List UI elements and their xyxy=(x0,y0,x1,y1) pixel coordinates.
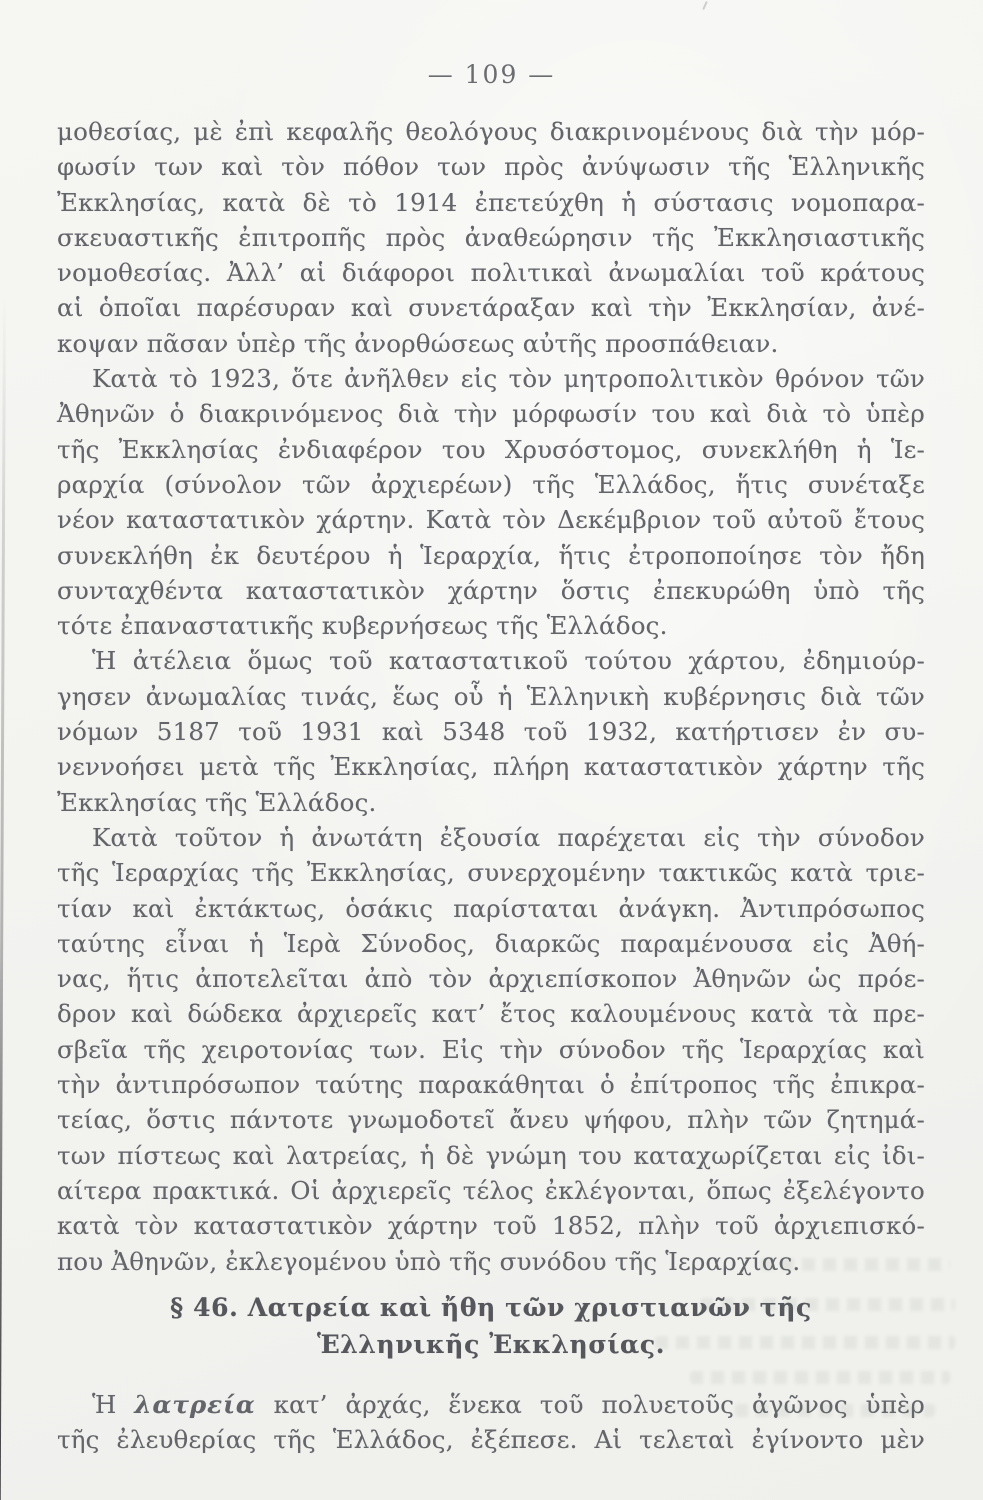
section-heading-line-1: § 46. Λατρεία καὶ ἤθη τῶν χριστιανῶν τῆς xyxy=(170,1292,812,1322)
text-block xyxy=(57,114,925,1457)
text-line: Κατὰ τοῦτον ἡ ἀνωτάτη ἐξουσία παρέχεται εἰς τὴν σύνοδον xyxy=(92,822,925,852)
text-line: σκευαστικῆς ἐπιτροπῆς πρὸς ἀναθεώρησιν τῆς Ἐκκλησιαστικῆς xyxy=(57,222,925,252)
text-line: ταύτης εἶναι ἡ Ἱερὰ Σύνοδος, διαρκῶς παραμένουσα εἰς Ἀθή- xyxy=(57,928,925,958)
text-line: τὴν ἀντιπρόσωπον ταύτης παρακάθηται ὁ ἐπίτροπος τῆς ἐπικρα- xyxy=(57,1070,925,1100)
section-heading-line-2: Ἑλληνικῆς Ἐκκλησίας. xyxy=(316,1329,666,1359)
bleed-through-smudge xyxy=(655,1336,955,1349)
text-line: νεννοήσει μετὰ τῆς Ἐκκλησίας, πλήρη καταστατικὸν χάρτην τῆς xyxy=(57,752,925,782)
text-line: ραρχία (σύνολον τῶν ἀρχιερέων) τῆς Ἑλλάδος, ἥτις συνέταξε xyxy=(57,469,925,499)
text-line: Ἐκκλησίας τῆς Ἑλλάδος. xyxy=(57,787,377,817)
text-line: κοψαν πᾶσαν ὑπὲρ τῆς ἀνορθώσεως αὐτῆς προσπάθειαν. xyxy=(57,328,779,358)
closing-line-pre: Ἡ xyxy=(92,1389,135,1419)
text-line: αίτερα πρακτικά. Οἱ ἀρχιερεῖς τέλος ἐκλέγονται, ὅπως ἐξελέγοντο xyxy=(57,1175,925,1205)
closing-paragraph xyxy=(57,1387,925,1458)
text-line: αἱ ὁποῖαι παρέσυραν καὶ συνετάραξαν καὶ τὴν Ἐκκλησίαν, ἀνέ- xyxy=(57,293,925,323)
text-line: σβεῖα τῆς χειροτονίας των. Εἰς τὴν σύνοδον τῆς Ἱεραρχίας καὶ xyxy=(57,1034,925,1064)
stray-scan-mark xyxy=(702,1,707,10)
bleed-through-smudge xyxy=(735,1404,935,1417)
text-line: φωσίν των καὶ τὸν πόθον των πρὸς ἀνύψωσιν τῆς Ἑλληνικῆς xyxy=(57,152,925,182)
bleed-through-smudge xyxy=(700,1298,955,1311)
text-line: τῆς Ἱεραρχίας τῆς Ἐκκλησίας, συνερχομένην τακτικῶς κατὰ τριε- xyxy=(57,858,925,888)
text-line: Ἡ ἀτέλεια ὅμως τοῦ καταστατικοῦ τούτου χάρτου, ἐδημιούρ- xyxy=(92,646,925,676)
bleed-through-smudge xyxy=(690,1371,950,1384)
text-line: τείας, ὅστις πάντοτε γνωμοδοτεῖ ἄνευ ψήφου, πλὴν τῶν ζητημά- xyxy=(57,1105,925,1135)
text-line: Κατὰ τὸ 1923, ὅτε ἀνῆλθεν εἰς τὸν μητροπολιτικὸν θρόνον τῶν xyxy=(92,364,925,394)
text-line: που Ἀθηνῶν, ἐκλεγομένου ὑπὸ τῆς συνόδου τῆς Ἱεραρχίας. xyxy=(57,1246,801,1276)
text-line: νόμων 5187 τοῦ 1931 καὶ 5348 τοῦ 1932, κατήρτισεν ἐν συ- xyxy=(57,717,925,747)
text-line: κατὰ τὸν καταστατικὸν χάρτην τοῦ 1852, πλὴν τοῦ ἀρχιεπισκό- xyxy=(57,1211,925,1241)
text-line: των πίστεως καὶ λατρείας, ἡ δὲ γνώμη του καταχωρίζεται εἰς ἰδι- xyxy=(57,1140,925,1170)
text-line: τῆς Ἐκκλησίας ἐνδιαφέρον του Χρυσόστομος, συνεκλήθη ἡ Ἱε- xyxy=(57,434,925,464)
text-line: μοθεσίας, μὲ ἐπὶ κεφαλῆς θεολόγους διακρινομένους διὰ τὴν μόρ- xyxy=(57,117,925,146)
text-line: συνταχθέντα καταστατικὸν χάρτην ὅστις ἐπεκυρώθη ὑπὸ τῆς xyxy=(57,575,925,605)
text-line: Ἐκκλησίας, κατὰ δὲ τὸ 1914 ἐπετεύχθη ἡ σύστασις νομοπαρα- xyxy=(57,187,925,217)
bleed-through-smudge xyxy=(760,1258,950,1271)
text-line: δρον καὶ δώδεκα ἀρχιερεῖς κατ’ ἔτος καλουμένους κατὰ τὰ πρε- xyxy=(57,999,925,1029)
page-number: — 109 — xyxy=(427,60,556,89)
text-line: νομοθεσίας. Ἀλλ’ αἱ διάφοροι πολιτικαὶ ἀνωμαλίαι τοῦ κράτους xyxy=(57,258,925,288)
text-line: τίαν καὶ ἐκτάκτως, ὁσάκις παρίσταται ἀνάγκη. Ἀντιπρόσωπος xyxy=(57,893,925,923)
text-line: συνεκλήθη ἐκ δευτέρου ἡ Ἱεραρχία, ἥτις ἐτροποποίησε τὸν ἤδη xyxy=(57,540,925,570)
page-edge-shadow xyxy=(0,295,6,1500)
emphasis-word-latreia: λατρεία xyxy=(134,1389,256,1419)
text-line: τῆς ἐλευθερίας τῆς Ἑλλάδος, ἐξέπεσε. Αἱ τελεταὶ ἐγίνοντο μὲν xyxy=(57,1425,925,1455)
closing-line-rest: κατ’ ἀρχάς, ἕνεκα τοῦ πολυετοῦς ἀγῶνος ὑπὲρ xyxy=(255,1389,925,1419)
text-line: τότε ἐπαναστατικῆς κυβερνήσεως τῆς Ἑλλάδος. xyxy=(57,611,668,641)
text-line: νέον καταστατικὸν χάρτην. Κατὰ τὸν Δεκέμβριον τοῦ αὐτοῦ ἔτους xyxy=(57,505,925,535)
text-line: Ἀθηνῶν ὁ διακρινόμενος διὰ τὴν μόρφωσίν του καὶ διὰ τὸ ὑπὲρ xyxy=(57,399,925,429)
text-line: νας, ἥτις ἀποτελεῖται ἀπὸ τὸν ἀρχιεπίσκοπον Ἀθηνῶν ὡς πρόε- xyxy=(57,964,925,994)
text-line: γησεν ἀνωμαλίας τινάς, ἕως οὗ ἡ Ἑλληνικὴ κυβέρνησις διὰ τῶν xyxy=(57,681,925,711)
